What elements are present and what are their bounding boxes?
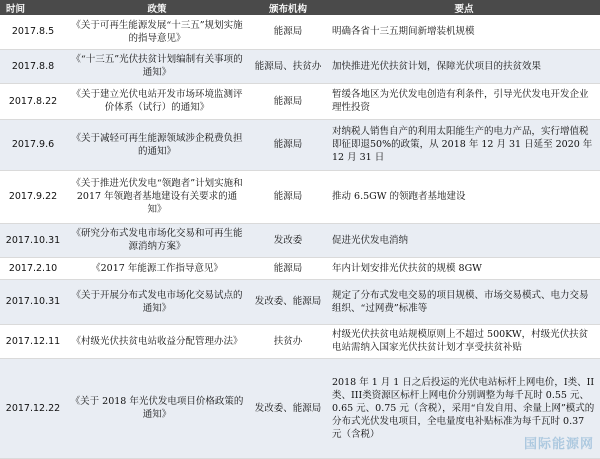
table-row bbox=[0, 279, 600, 324]
cell-policy: 《关于开展分布式发电市场化交易试点的通知》 bbox=[66, 279, 248, 324]
table-row bbox=[0, 119, 600, 170]
table-row bbox=[0, 170, 600, 223]
cell-org: 能源局、扶贫办 bbox=[248, 49, 328, 83]
cell-date: 2017.10.31 bbox=[0, 279, 66, 324]
cell-policy: 《村级光伏扶贫电站收益分配管理办法》 bbox=[66, 324, 248, 358]
cell-org: 能源局 bbox=[248, 257, 328, 279]
cell-point: 年内计划安排光伏扶贫的规模 8GW bbox=[328, 257, 600, 279]
table-row bbox=[0, 49, 600, 83]
cell-policy: 《“十三五”光伏扶贫计划编制有关事项的通知》 bbox=[66, 49, 248, 83]
cell-policy: 《研究分布式发电市场化交易和可再生能源消纳方案》 bbox=[66, 223, 248, 257]
table-row bbox=[0, 83, 600, 119]
cell-org: 能源局 bbox=[248, 170, 328, 223]
cell-date: 2017.12.11 bbox=[0, 324, 66, 358]
table-header bbox=[0, 0, 600, 15]
cell-date: 2017.9.22 bbox=[0, 170, 66, 223]
cell-policy: 《关于建立光伏电站开发市场环境监测评价体系（试行）的通知》 bbox=[66, 83, 248, 119]
header-policy: 政策 bbox=[66, 0, 248, 15]
header-date: 时间 bbox=[0, 0, 66, 15]
cell-point: 对纳税人销售自产的利用太阳能生产的电力产品，实行增值税即征即退50%的政策，从 2018 年 12 月 31 日延至 2020 年 12 月 31 日 bbox=[328, 119, 600, 170]
cell-point: 明确各省十三五期间新增装机规模 bbox=[328, 15, 600, 49]
cell-point: 2018 年 1 月 1 日之后投运的光伏电站标杆上网电价，I类、II类、III类资源区标杆上网电价分别调整为每千瓦时 0.55 元、0.65 元、0.75 元（含税），采用“自发自用、余量上网”模式的分布式光伏发电项目，全电量度电补贴标准为每千瓦时 0.37 元（含税） bbox=[328, 358, 600, 458]
cell-policy: 《关于推进光伏发电“领跑者”计划实施和 2017 年领跑者基地建设有关要求的通知》 bbox=[66, 170, 248, 223]
table-row bbox=[0, 223, 600, 257]
cell-policy: 《2017 年能源工作指导意见》 bbox=[66, 257, 248, 279]
table-body bbox=[0, 15, 600, 458]
cell-point: 促进光伏发电消纳 bbox=[328, 223, 600, 257]
cell-org: 发改委、能源局 bbox=[248, 358, 328, 458]
header-point: 要点 bbox=[328, 0, 600, 15]
table-row bbox=[0, 324, 600, 358]
cell-date: 2017.8.5 bbox=[0, 15, 66, 49]
cell-point: 暂缓各地区为光伏发电创造有利条件，引导光伏发电开发企业理性投资 bbox=[328, 83, 600, 119]
cell-date: 2017.10.31 bbox=[0, 223, 66, 257]
cell-point: 规定了分布式发电交易的项目规模、市场交易模式、电力交易组织、“过网费”标准等 bbox=[328, 279, 600, 324]
watermark-logo: 国际能源网 bbox=[523, 437, 594, 452]
cell-policy: 《关于可再生能源发展“十三五”规划实施的指导意见》 bbox=[66, 15, 248, 49]
cell-point: 推动 6.5GW 的领跑者基地建设 bbox=[328, 170, 600, 223]
cell-date: 2017.8.22 bbox=[0, 83, 66, 119]
cell-org: 能源局 bbox=[248, 15, 328, 49]
table-row bbox=[0, 15, 600, 49]
cell-org: 能源局 bbox=[248, 119, 328, 170]
cell-org: 发改委 bbox=[248, 223, 328, 257]
header-row bbox=[0, 0, 600, 15]
cell-date: 2017.2.10 bbox=[0, 257, 66, 279]
cell-point: 加快推进光伏扶贫计划，保障光伏项目的扶贫效果 bbox=[328, 49, 600, 83]
cell-policy: 《关于减轻可再生能源领域涉企税费负担的通知》 bbox=[66, 119, 248, 170]
cell-point: 村级光伏扶贫电站规模原则上不超过 500KW，村级光伏扶贫电站需纳入国家光伏扶贫计划才享受扶贫补贴 bbox=[328, 324, 600, 358]
table-row bbox=[0, 358, 600, 458]
table-row bbox=[0, 257, 600, 279]
cell-date: 2017.12.22 bbox=[0, 358, 66, 458]
cell-date: 2017.9.6 bbox=[0, 119, 66, 170]
cell-org: 扶贫办 bbox=[248, 324, 328, 358]
cell-org: 能源局 bbox=[248, 83, 328, 119]
cell-org: 发改委、能源局 bbox=[248, 279, 328, 324]
header-org: 颁布机构 bbox=[248, 0, 328, 15]
cell-policy: 《关于 2018 年光伏发电项目价格政策的通知》 bbox=[66, 358, 248, 458]
cell-date: 2017.8.8 bbox=[0, 49, 66, 83]
